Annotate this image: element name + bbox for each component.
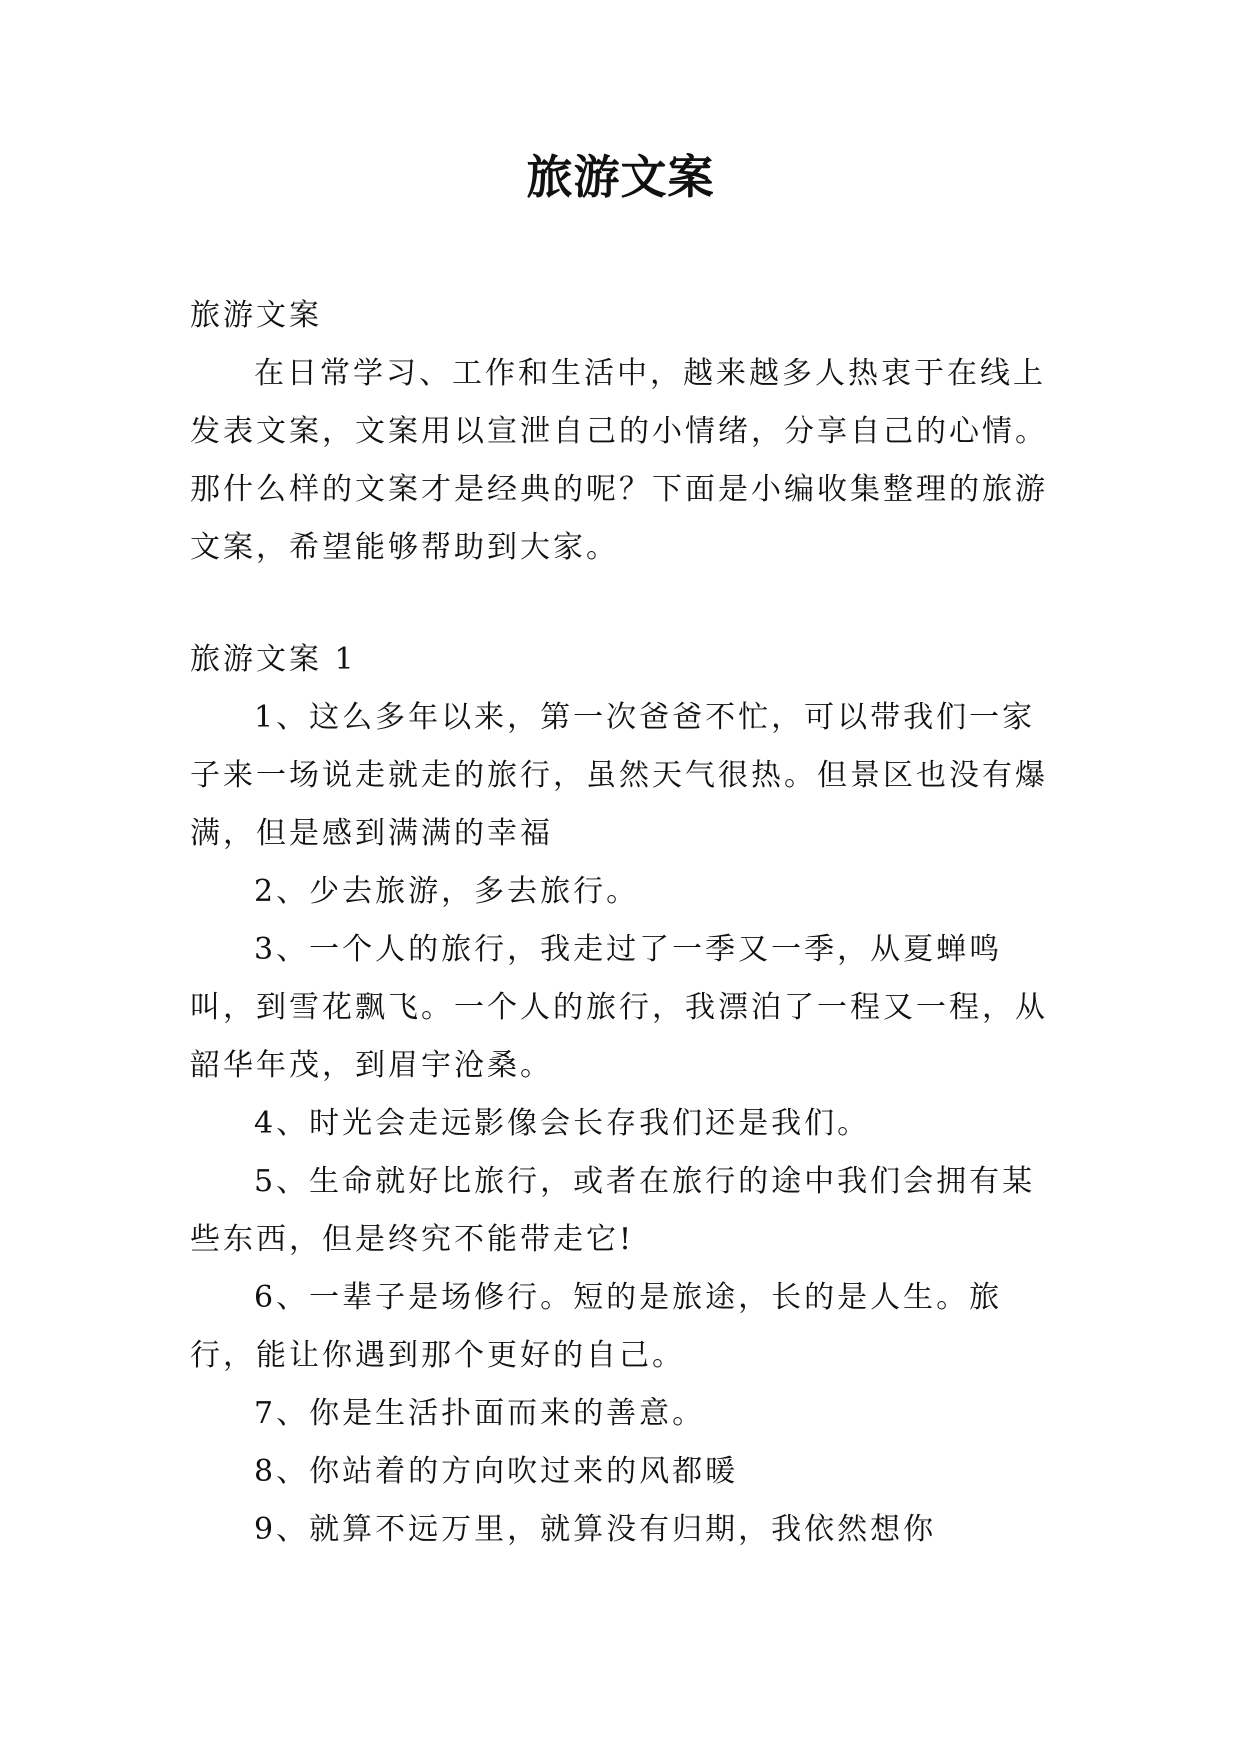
list-item: 2、少去旅游，多去旅行。 — [254, 874, 640, 909]
document-subtitle: 旅游文案 — [190, 298, 322, 333]
list-item: 4、时光会走远影像会长存我们还是我们。 — [254, 1106, 871, 1141]
list-item: 6、一辈子是场修行。短的是旅途，长的是人生。旅行，能让你遇到那个更好的自己。 — [190, 1280, 1003, 1373]
section-heading: 旅游文案 1 — [190, 642, 357, 677]
list-item: 3、一个人的旅行，我走过了一季又一季，从夏蝉鸣叫，到雪花飘飞。一个人的旅行，我漂泊了一程又一程，从韶华年茂，到眉宇沧桑。 — [190, 932, 1048, 1083]
document-body — [190, 287, 1060, 1559]
list-item: 1、这么多年以来，第一次爸爸不忙，可以带我们一家子来一场说走就走的旅行，虽然天气很热。但景区也没有爆满，但是感到满满的幸福 — [190, 700, 1048, 851]
list-item: 8、你站着的方向吹过来的风都暖 — [254, 1454, 739, 1489]
list-item: 5、生命就好比旅行，或者在旅行的途中我们会拥有某些东西，但是终究不能带走它! — [190, 1164, 1036, 1257]
document-title: 旅游文案 — [526, 150, 715, 204]
intro-paragraph: 在日常学习、工作和生活中，越来越多人热衷于在线上发表文案，文案用以宣泄自己的小情绪，分享自己的心情。那什么样的文案才是经典的呢？下面是小编收集整理的旅游文案，希望能够帮助到大家。 — [190, 356, 1048, 565]
section-spacer — [190, 577, 1060, 631]
list-item: 7、你是生活扑面而来的善意。 — [254, 1396, 706, 1431]
list-item: 9、就算不远万里，就算没有归期，我依然想你 — [254, 1512, 937, 1547]
